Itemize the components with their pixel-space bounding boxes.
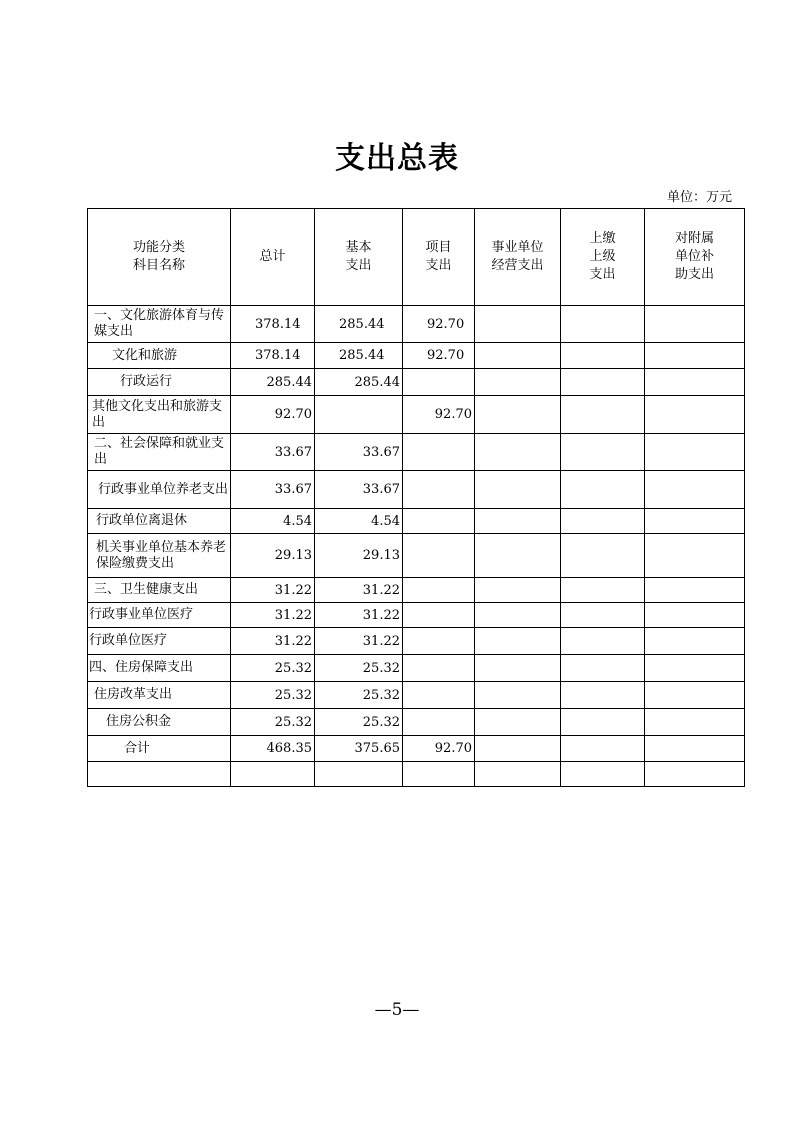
empty-cell <box>645 396 745 434</box>
empty-cell <box>475 628 561 655</box>
row-basic: 25.32 <box>315 709 403 736</box>
row-project: 92.70 <box>403 343 475 369</box>
row-total: 31.22 <box>231 578 315 603</box>
row-name: 四、住房保障支出 <box>88 655 231 682</box>
table-row <box>88 306 745 343</box>
row-total: 285.44 <box>231 369 315 396</box>
header-category: 功能分类 科目名称 <box>88 209 231 306</box>
row-total: 378.14 <box>231 343 315 369</box>
row-name: 三、卫生健康支出 <box>88 578 231 603</box>
header-project: 项目 支出 <box>403 209 475 306</box>
row-name: 合计 <box>88 736 231 762</box>
empty-cell <box>475 343 561 369</box>
header-total: 总计 <box>231 209 315 306</box>
total-row <box>88 736 745 762</box>
empty-cell <box>475 655 561 682</box>
row-name: 一、文化旅游体育与传媒支出 <box>88 306 231 343</box>
row-project <box>403 709 475 736</box>
row-project <box>403 578 475 603</box>
empty-cell <box>475 762 561 787</box>
empty-cell <box>475 603 561 628</box>
unit-label: 单位：万元 <box>666 190 732 205</box>
header-row <box>88 209 745 306</box>
blank-row <box>88 762 745 787</box>
empty-cell <box>645 682 745 709</box>
row-name: 其他文化支出和旅游支出 <box>88 396 231 434</box>
table-row <box>88 434 745 471</box>
table-row <box>88 369 745 396</box>
row-project <box>403 534 475 578</box>
table-row <box>88 628 745 655</box>
empty-cell <box>475 509 561 534</box>
row-name: 行政单位离退休 <box>88 509 231 534</box>
empty-cell <box>645 603 745 628</box>
row-name: 二、社会保障和就业支出 <box>88 434 231 471</box>
page-number: —5— <box>374 1000 420 1020</box>
empty-cell <box>561 762 645 787</box>
row-total: 31.22 <box>231 603 315 628</box>
empty-cell <box>561 655 645 682</box>
empty-cell <box>561 396 645 434</box>
empty-cell <box>475 471 561 509</box>
table-row <box>88 343 745 369</box>
row-basic: 285.44 <box>315 369 403 396</box>
empty-cell <box>645 434 745 471</box>
table-row <box>88 603 745 628</box>
empty-cell <box>645 709 745 736</box>
empty-cell <box>645 471 745 509</box>
row-total: 25.32 <box>231 655 315 682</box>
empty-cell <box>88 762 231 787</box>
expenditure-table <box>87 208 745 787</box>
row-basic: 25.32 <box>315 682 403 709</box>
empty-cell <box>561 509 645 534</box>
empty-cell <box>645 655 745 682</box>
empty-cell <box>645 343 745 369</box>
empty-cell <box>645 628 745 655</box>
empty-cell <box>561 736 645 762</box>
row-project <box>403 603 475 628</box>
empty-cell <box>475 682 561 709</box>
row-basic: 31.22 <box>315 603 403 628</box>
row-total: 33.67 <box>231 471 315 509</box>
row-total: 25.32 <box>231 682 315 709</box>
empty-cell <box>645 762 745 787</box>
header-basic: 基本 支出 <box>315 209 403 306</box>
empty-cell <box>475 306 561 343</box>
row-total: 33.67 <box>231 434 315 471</box>
table-row <box>88 682 745 709</box>
row-project <box>403 471 475 509</box>
header-operating: 事业单位 经营支出 <box>475 209 561 306</box>
table-row <box>88 396 745 434</box>
table-row <box>88 709 745 736</box>
table-row <box>88 534 745 578</box>
row-project: 92.70 <box>403 396 475 434</box>
empty-cell <box>231 762 315 787</box>
empty-cell <box>475 534 561 578</box>
row-name: 文化和旅游 <box>88 343 231 369</box>
row-project <box>403 655 475 682</box>
row-basic: 29.13 <box>315 534 403 578</box>
empty-cell <box>645 736 745 762</box>
row-name: 行政运行 <box>88 369 231 396</box>
row-total: 4.54 <box>231 509 315 534</box>
row-project <box>403 628 475 655</box>
row-name: 行政事业单位养老支出 <box>88 471 231 509</box>
table-row <box>88 509 745 534</box>
empty-cell <box>561 434 645 471</box>
table-row <box>88 471 745 509</box>
empty-cell <box>475 369 561 396</box>
row-project: 92.70 <box>403 736 475 762</box>
empty-cell <box>561 369 645 396</box>
row-project <box>403 369 475 396</box>
empty-cell <box>403 762 475 787</box>
row-total: 31.22 <box>231 628 315 655</box>
row-total: 25.32 <box>231 709 315 736</box>
empty-cell <box>475 434 561 471</box>
empty-cell <box>645 509 745 534</box>
row-basic: 285.44 <box>315 343 403 369</box>
row-project <box>403 434 475 471</box>
row-basic: 375.65 <box>315 736 403 762</box>
row-basic: 285.44 <box>315 306 403 343</box>
empty-cell <box>561 578 645 603</box>
row-total: 468.35 <box>231 736 315 762</box>
empty-cell <box>475 709 561 736</box>
row-basic: 31.22 <box>315 578 403 603</box>
row-basic: 31.22 <box>315 628 403 655</box>
empty-cell <box>475 578 561 603</box>
empty-cell <box>561 628 645 655</box>
empty-cell <box>561 471 645 509</box>
row-project: 92.70 <box>403 306 475 343</box>
row-name: 住房改革支出 <box>88 682 231 709</box>
row-project <box>403 509 475 534</box>
empty-cell <box>561 534 645 578</box>
empty-cell <box>561 306 645 343</box>
row-basic: 33.67 <box>315 434 403 471</box>
empty-cell <box>315 762 403 787</box>
empty-cell <box>561 682 645 709</box>
empty-cell <box>475 396 561 434</box>
table-row <box>88 578 745 603</box>
row-total: 92.70 <box>231 396 315 434</box>
empty-cell <box>645 534 745 578</box>
empty-cell <box>645 578 745 603</box>
empty-cell <box>645 369 745 396</box>
empty-cell <box>475 736 561 762</box>
empty-cell <box>645 306 745 343</box>
page-title: 支出总表 <box>335 141 459 176</box>
empty-cell <box>561 603 645 628</box>
row-name: 行政单位医疗 <box>88 628 231 655</box>
header-remit: 上缴 上级 支出 <box>561 209 645 306</box>
row-basic <box>315 396 403 434</box>
row-name: 住房公积金 <box>88 709 231 736</box>
empty-cell <box>561 709 645 736</box>
row-basic: 4.54 <box>315 509 403 534</box>
row-name: 行政事业单位医疗 <box>88 603 231 628</box>
row-basic: 25.32 <box>315 655 403 682</box>
header-subsidy: 对附属 单位补 助支出 <box>645 209 745 306</box>
row-project <box>403 682 475 709</box>
empty-cell <box>561 343 645 369</box>
table-row <box>88 655 745 682</box>
row-total: 378.14 <box>231 306 315 343</box>
row-basic: 33.67 <box>315 471 403 509</box>
row-total: 29.13 <box>231 534 315 578</box>
row-name: 机关事业单位基本养老保险缴费支出 <box>88 534 231 578</box>
